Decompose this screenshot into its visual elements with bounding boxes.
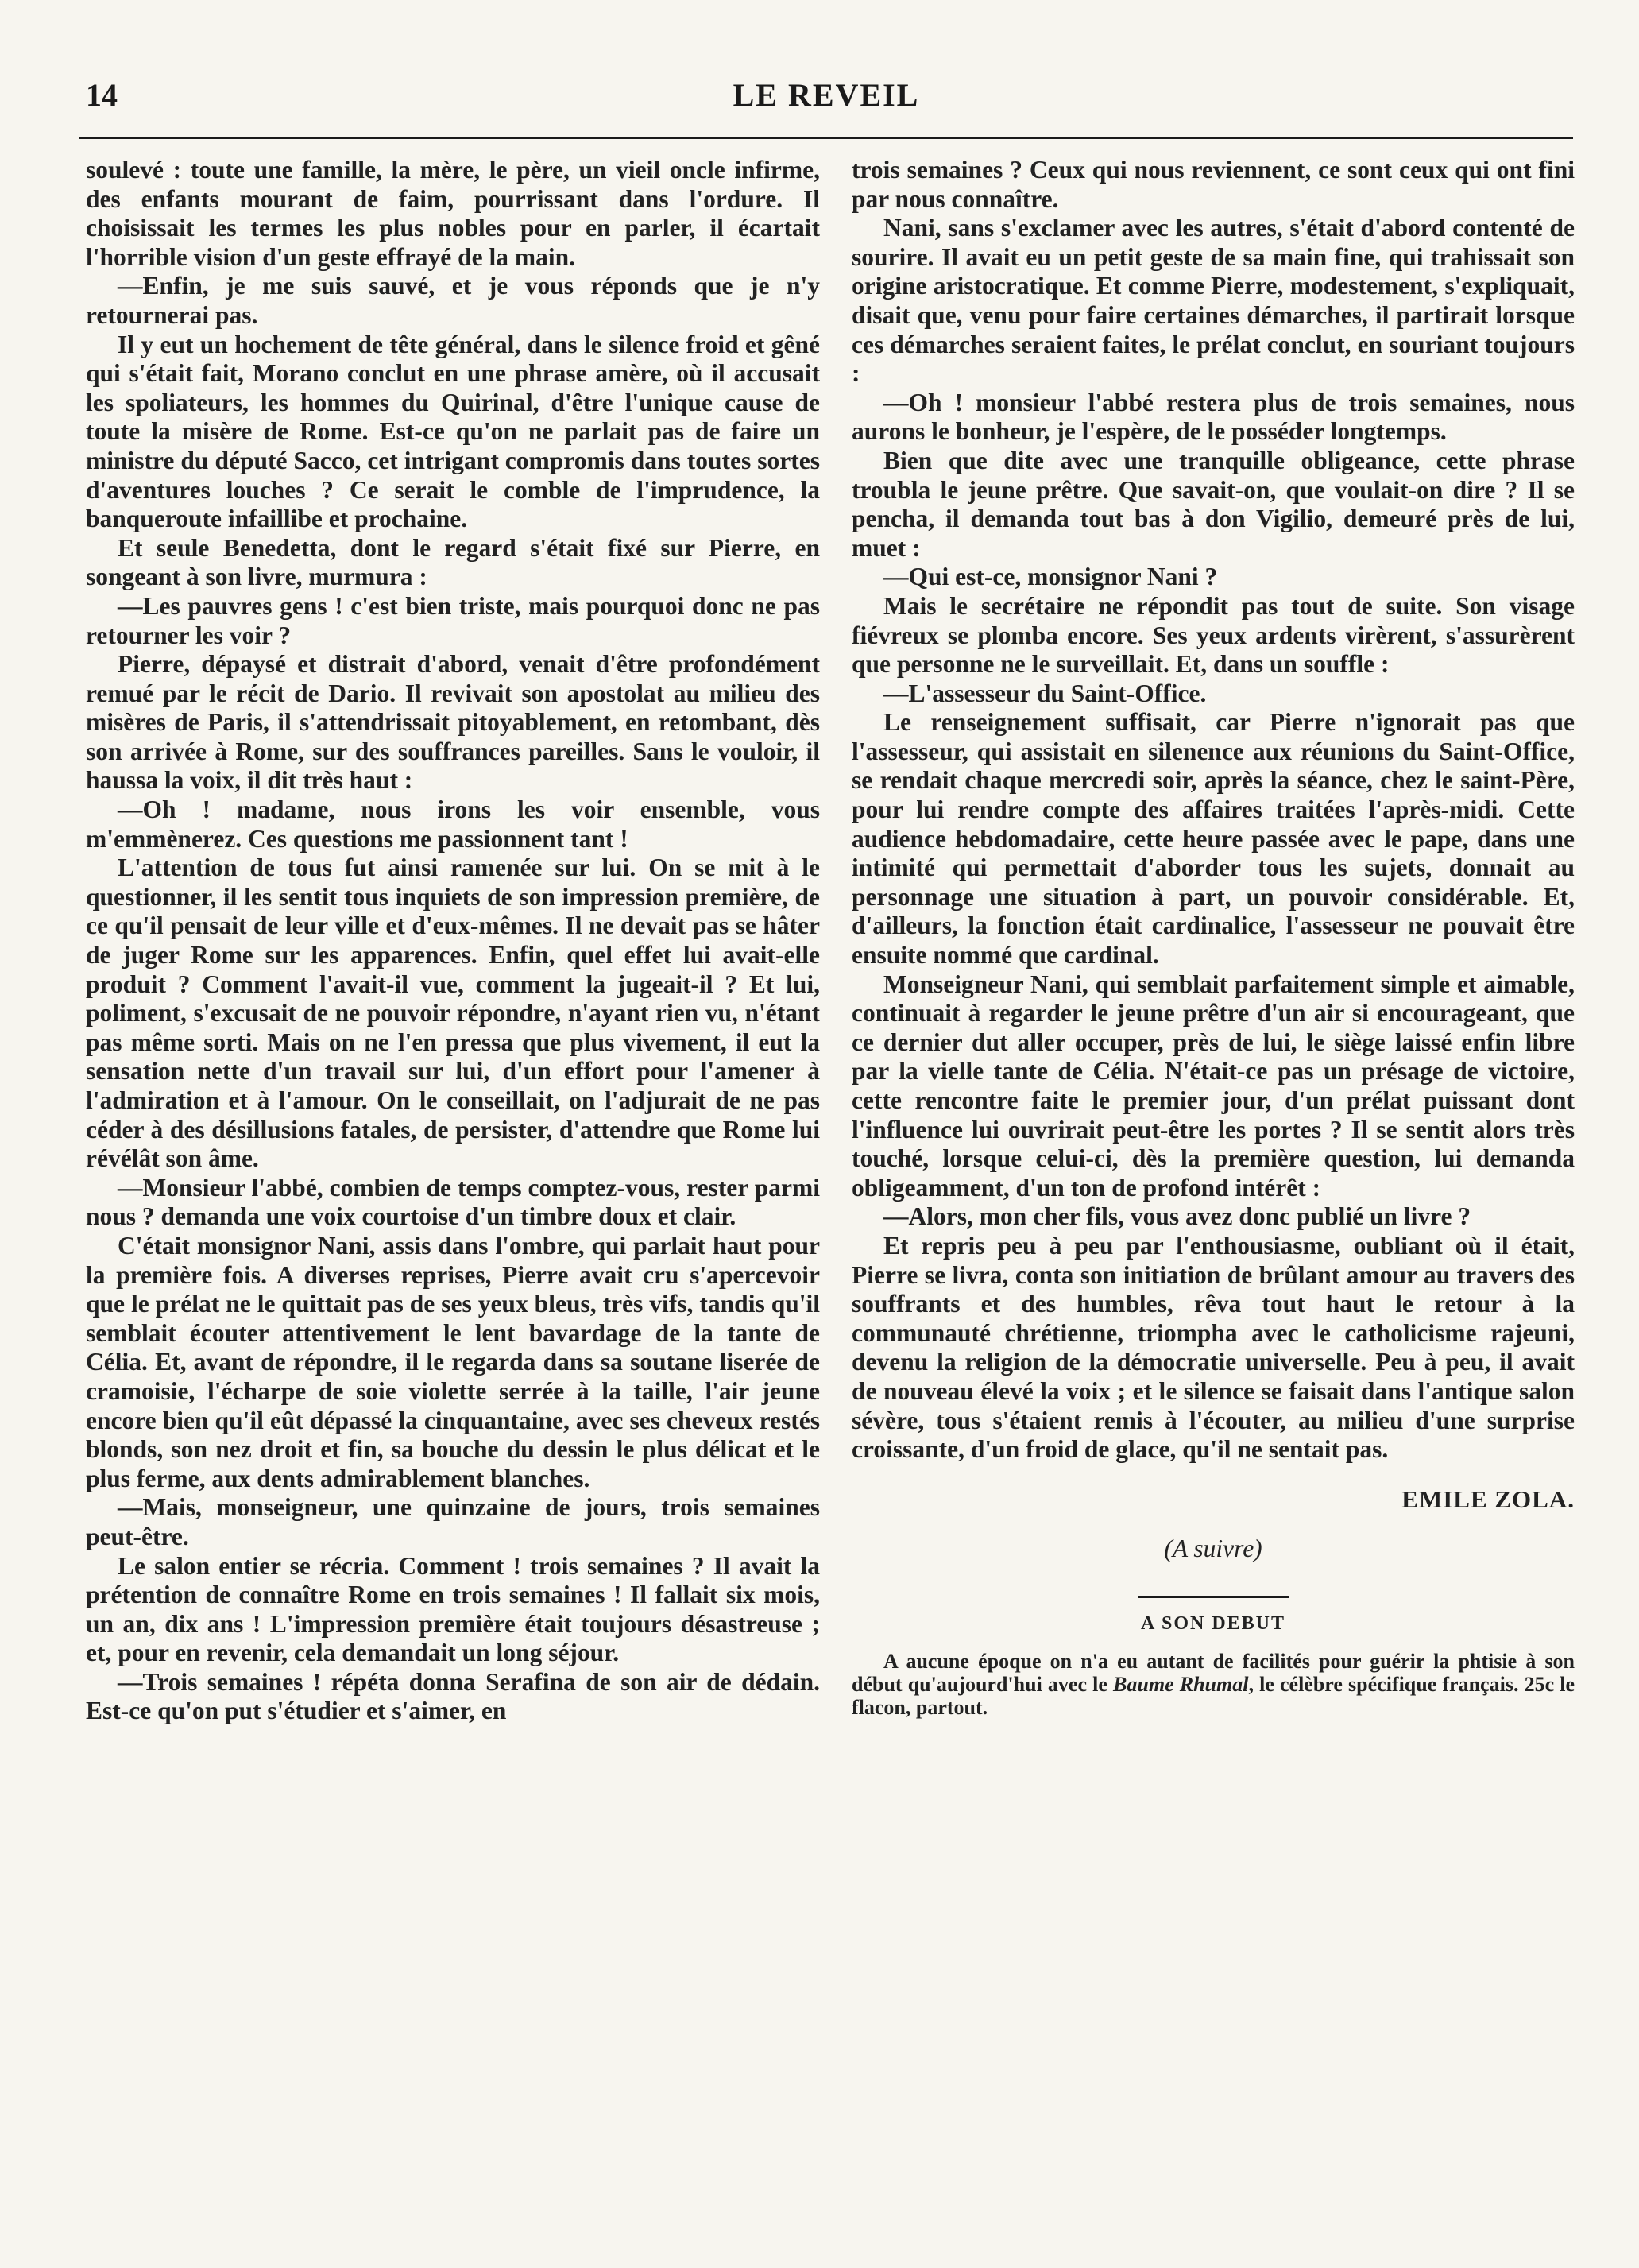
paragraph: Et seule Benedetta, dont le regard s'était fixé sur Pierre, en songeant à son livre, murmura : (86, 533, 820, 591)
paragraph: —Mais, monseigneur, une quinzaine de jours, trois semaines peut-être. (86, 1493, 820, 1550)
author-signature: EMILE ZOLA. (1401, 1484, 1575, 1513)
paragraph: L'attention de tous fut ainsi ramenée sur lui. On se mit à le questionner, il les sentit tous inquiets de son impression première, de ce qu'il pensait de leur ville et d'eux-mêmes. Il ne devait pas se hâter de juger Rome sur les apparences. Enfin, quel effet lui avait-elle produit ? Comment l'avait-il vue, comment la jugeait-il ? Et lui, poliment, s'excusait de ne pouvoir répondre, n'ayant rien vu, n'étant pas même sorti. Mais on ne l'en pressa que plus vivement, il eut la sensation nette d'un travail sur lui, d'un effort pour l'amener à l'admiration et à l'amour. On le conseillait, on l'adjurait de ne pas céder à des désillusions fatales, de persister, d'attendre que Rome lui révélât son âme. (86, 853, 820, 1173)
right-column-text (852, 156, 1575, 1465)
paragraph: Nani, sans s'exclamer avec les autres, s'était d'abord contenté de sourire. Il avait eu un petit geste de sa main fine, qui trahissait son origine aristocratique. Et comme Pierre, modestement, s'expliquait, disait que, venu pour faire certaines démarches, il partirait lorsque ces démarches seraient faites, le prélat conclut, en souriant toujours : (852, 214, 1575, 388)
paragraph: —Monsieur l'abbé, combien de temps comptez-vous, rester parmi nous ? demanda une voix courtoise d'un timbre doux et clair. (86, 1173, 820, 1231)
paragraph: Il y eut un hochement de tête général, dans le silence froid et gêné qui s'était fait, Morano conclut en une phrase amère, où il accusait les spoliateurs, les hommes du Quirinal, d'être l'unique cause de toute la misère de Rome. Est-ce qu'on ne parlait pas de faire un ministre du député Sacco, cet intrigant compromis dans toutes sortes d'aventures louches ? Ce serait le comble de l'imprudence, la banqueroute infaillibe et prochaine. (86, 330, 820, 533)
paragraph: Le salon entier se récria. Comment ! trois semaines ? Il avait la prétention de connaître Rome en trois semaines ! Il fallait six mois, un an, dix ans ! L'impression première était toujours désastreuse ; et, pour en revenir, cela demandait un long séjour. (86, 1551, 820, 1667)
paragraph: —Enfin, je me suis sauvé, et je vous réponds que je n'y retournerai pas. (86, 272, 820, 329)
ad-product-name: Baume Rhumal (1113, 1672, 1249, 1696)
paragraph: Mais le secrétaire ne répondit pas tout de suite. Son visage fiévreux se plomba encore. Ses yeux ardents virèrent, s'assurèrent que personne ne le surveillait. Et, dans un souffle : (852, 591, 1575, 679)
ad-text-after: , le célèbre spécifique français. 25c le flacon, partout. (852, 1672, 1575, 1719)
page-header (79, 76, 1573, 124)
paragraph: soulevé : toute une famille, la mère, le père, un vieil oncle infirme, des enfants mourant de faim, pourrissant dans l'ordure. Il choisissait les termes les plus nobles pour en parler, il écartait l'horrible vision d'un geste effrayé de la main. (86, 156, 820, 271)
paragraph: Monseigneur Nani, qui semblait parfaitement simple et aimable, continuait à regarder le jeune prêtre d'un air si encourageant, que ce dernier dut aller occuper, près de lui, le siège laissé enfin libre par la vielle tante de Célia. N'était-ce pas un présage de victoire, cette rencontre faite le premier jour, d'un prélat puissant dont l'influence lui ouvrirait peut-être les portes ? Il se sentit alors très touché, lorsque celui-ci, dès la première question, lui demanda obligeamment, d'un ton de profond intérêt : (852, 970, 1575, 1202)
header-rule (79, 137, 1573, 139)
paragraph: —Alors, mon cher fils, vous avez donc publié un livre ? (883, 1202, 1471, 1231)
advertisement-title: A SON DEBUT (1140, 1612, 1286, 1634)
paragraph: —Qui est-ce, monsignor Nani ? (883, 563, 1218, 591)
paragraph: Pierre, dépaysé et distrait d'abord, venait d'être profondément remué par le récit de Dario. Il revivait son apostolat au milieu des misères de Paris, il s'attendrissait pitoyablement, en retombant, dès son arrivée à Rome, sur des souffrances pareilles. Sans le vouloir, il haussa la voix, il dit très haut : (86, 650, 820, 795)
paragraph: Bien que dite avec une tranquille obligeance, cette phrase troubla le jeune prêtre. Que savait-on, que voulait-on dire ? Il se pencha, il demanda tout bas à don Vigilio, demeuré près de lui, muet : (852, 446, 1575, 562)
to-be-continued: (A suivre) (1164, 1535, 1262, 1563)
paragraph: —Trois semaines ! répéta donna Serafina de son air de dédain. Est-ce qu'on put s'étudier et s'aimer, en (86, 1667, 820, 1725)
right-column (852, 156, 1575, 1719)
paragraph: Le renseignement suffisait, car Pierre n'ignorait pas que l'assesseur, qui assistait en silenence aux réunions du Saint-Office, se rendait chaque mercredi soir, après la séance, chez le saint-Père, pour lui rendre compte des affaires traitées l'après-midi. Cette audience hebdomadaire, cette heure passée avec le pape, dans une intimité qui permettait d'aborder tous les sujets, donnait au personnage une situation à part, un pouvoir considérable. Et, d'ailleurs, la fonction était cardinalice, l'assesseur ne pouvait être ensuite nommé que cardinal. (852, 708, 1575, 970)
paragraph: trois semaines ? Ceux qui nous reviennent, ce sont ceux qui ont fini par nous connaître. (852, 156, 1575, 213)
paragraph: C'était monsignor Nani, assis dans l'ombre, qui parlait haut pour la première fois. A diverses reprises, Pierre avait cru s'apercevoir que le prélat ne le quittait pas de ses yeux bleus, très vifs, tandis qu'il semblait écouter attentivement le lent bavardage de la tante de Célia. Et, avant de répondre, il le regarda dans sa soutane liserée de cramoisie, l'écharpe de soie violette serrée à la taille, l'air jeune encore bien qu'il eût dépassé la cinquantaine, avec ses cheveux restés blonds, son nez droit et fin, sa bouche du dessin le plus délicat et le plus ferme, aux dents admirablement blanches. (86, 1231, 820, 1492)
journal-title: LE REVEIL (733, 77, 920, 113)
left-column (86, 156, 820, 1726)
paragraph: —Oh ! madame, nous irons les voir ensemble, vous m'emmènerez. Ces questions me passionnent tant ! (86, 795, 820, 853)
paragraph: Et repris peu à peu par l'enthousiasme, oubliant où il était, Pierre se livra, conta son initiation de brûlant amour au travers des souffrants et des humbles, rêva tout haut le retour à la communauté chrétienne, triompha avec le catholicisme rajeuni, devenu la religion de la démocratie universelle. Peu à peu, il avait de nouveau élevé la voix ; et le silence se faisait dans l'antique salon sévère, tous s'étaient remis à l'écouter, au milieu d'une surprise croissante, d'un froid de glace, qu'il ne sentait pas. (852, 1231, 1575, 1464)
ad-separator-rule (1138, 1596, 1289, 1598)
paragraph: —Oh ! monsieur l'abbé restera plus de trois semaines, nous aurons le bonheur, je l'espère, de le posséder longtemps. (852, 388, 1575, 446)
page-number: 14 (86, 77, 118, 113)
paragraph: —L'assesseur du Saint-Office. (883, 679, 1207, 707)
paragraph: —Les pauvres gens ! c'est bien triste, mais pourquoi donc ne pas retourner les voir ? (86, 591, 820, 649)
ad-text-before: A aucune époque on n'a eu autant de facilités pour guérir la phtisie à son début qu'aujourd'hui avec le (852, 1649, 1575, 1696)
advertisement-text (852, 1650, 1575, 1719)
